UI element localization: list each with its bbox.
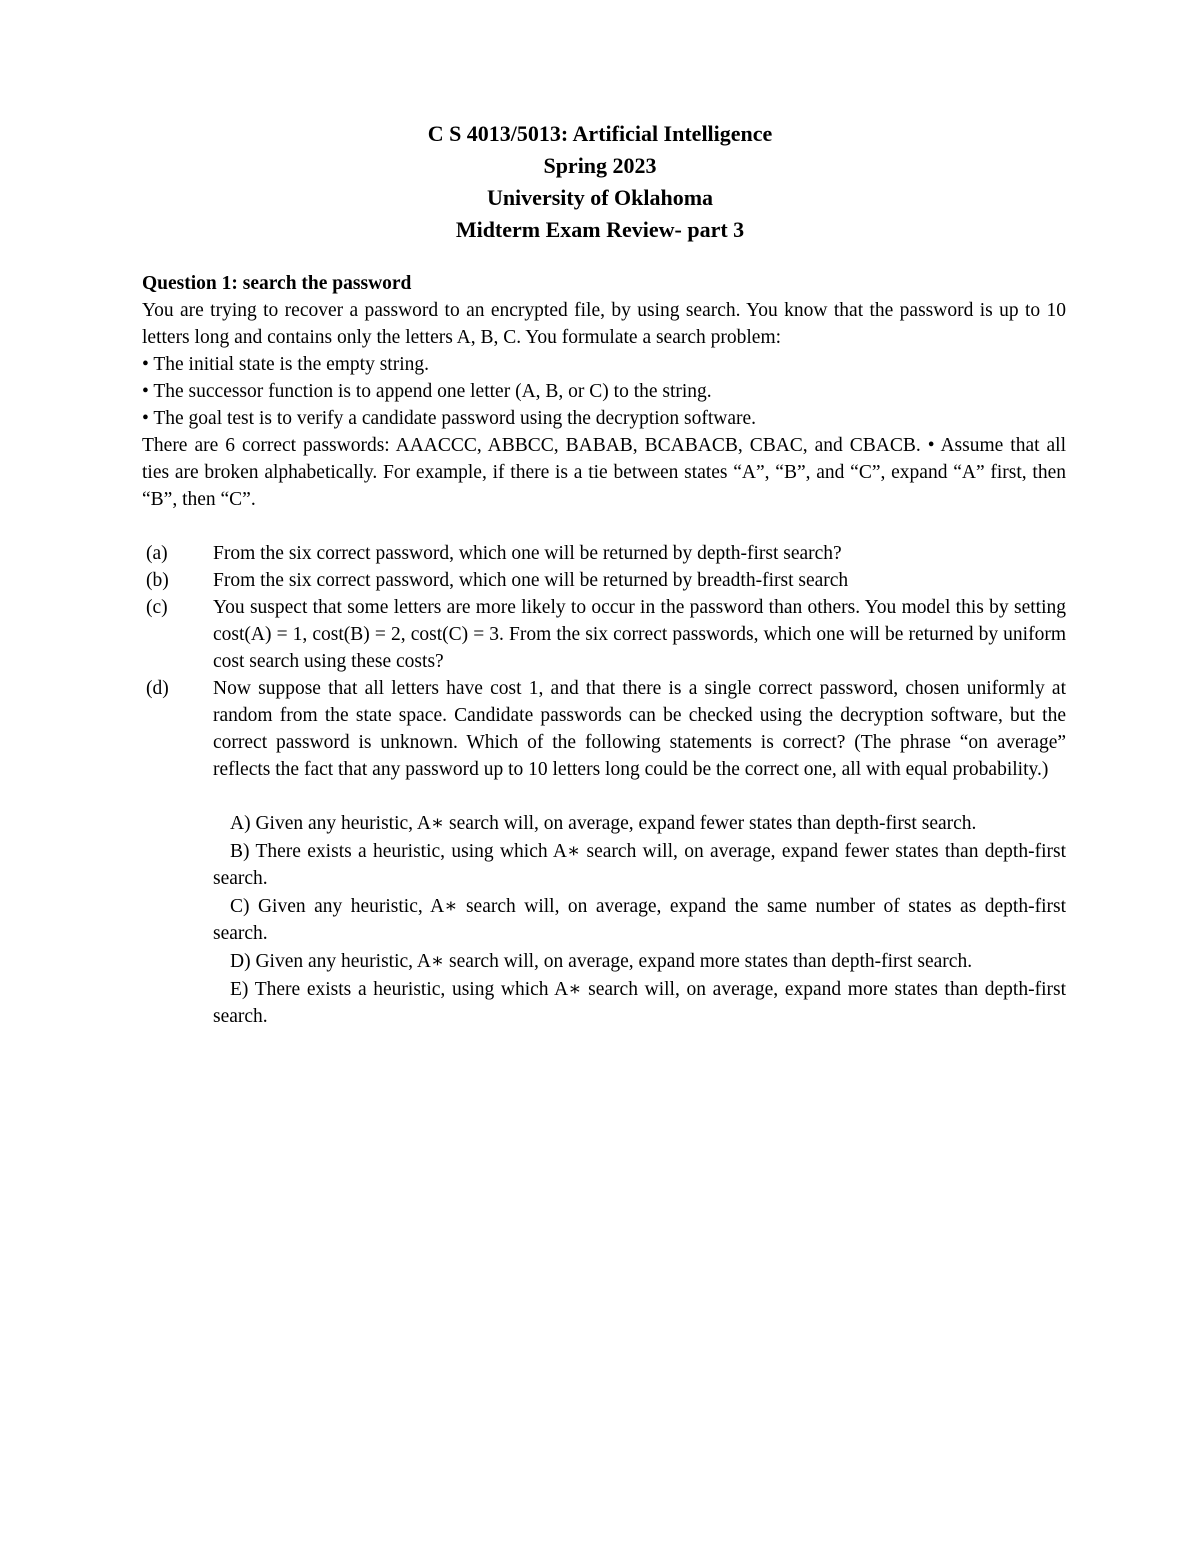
part-label: (a) — [146, 543, 168, 564]
exam-title: Midterm Exam Review- part 3 — [455, 217, 745, 242]
question-part-a — [142, 540, 1066, 567]
course-title: C S 4013/5013: Artificial Intelligence — [427, 121, 773, 146]
part-text: You suspect that some letters are more likely to occur in the password than others. You model this by setting cost(A) = 1, cost(B) = 2, cost(C) = 3. From the six correct passwords, which one will be returned by uniform cost search using these costs? — [213, 597, 1066, 672]
answer-options — [213, 810, 1066, 1030]
answer-option-b: B) There exists a heuristic, using which A∗ search will, on average, expand fewer states than depth-first search. — [213, 841, 1066, 889]
university-title: University of Oklahoma — [486, 185, 714, 210]
question-parts — [142, 540, 1066, 783]
part-text: Now suppose that all letters have cost 1, and that there is a single correct password, chosen uniformly at random from the state space. Candidate passwords can be checked using the decryption software, but the correct password is unknown. Which of the following statements is correct? (The phrase “on average” reflects the fact that any password up to 10 letters long could be the correct one, all with equal probability.) — [213, 678, 1066, 780]
question-part-d — [142, 675, 1066, 783]
answer-option-d: D) Given any heuristic, A∗ search will, on average, expand more states than depth-first search. — [230, 951, 973, 972]
answer-option-e: E) There exists a heuristic, using which A∗ search will, on average, expand more states than depth-first search. — [213, 979, 1066, 1027]
answer-option-a: A) Given any heuristic, A∗ search will, on average, expand fewer states than depth-first search. — [230, 813, 977, 834]
term-title: Spring 2023 — [543, 153, 657, 178]
bullet-goal-test: • The goal test is to verify a candidate password using the decryption software. — [142, 408, 757, 429]
part-text: From the six correct password, which one will be returned by depth-first search? — [213, 543, 842, 564]
question-title: Question 1: search the password — [142, 273, 412, 294]
part-text: From the six correct password, which one will be returned by breadth-first search — [213, 570, 849, 591]
correct-passwords-paragraph: There are 6 correct passwords: AAACCC, ABBCC, BABAB, BCABACB, CBAC, and CBACB. • Assume that all ties are broken alphabetically. For example, if there is a tie between states “A”, “B”, and “C”, expand “A” first, then “B”, then “C”. — [142, 435, 1066, 510]
question-intro: You are trying to recover a password to an encrypted file, by using search. You know that the password is up to 10 letters long and contains only the letters A, B, C. You formulate a search problem: — [142, 300, 1066, 348]
question-body — [142, 270, 1066, 1031]
part-label: (c) — [146, 597, 168, 618]
question-part-c — [142, 594, 1066, 675]
part-label: (d) — [146, 678, 169, 699]
bullet-initial-state: • The initial state is the empty string. — [142, 354, 430, 375]
part-label: (b) — [146, 570, 169, 591]
answer-option-c: C) Given any heuristic, A∗ search will, on average, expand the same number of states as depth-first search. — [213, 896, 1066, 944]
document-header — [0, 118, 1200, 246]
bullet-successor-function: • The successor function is to append one letter (A, B, or C) to the string. — [142, 381, 712, 402]
question-part-b — [142, 567, 1066, 594]
